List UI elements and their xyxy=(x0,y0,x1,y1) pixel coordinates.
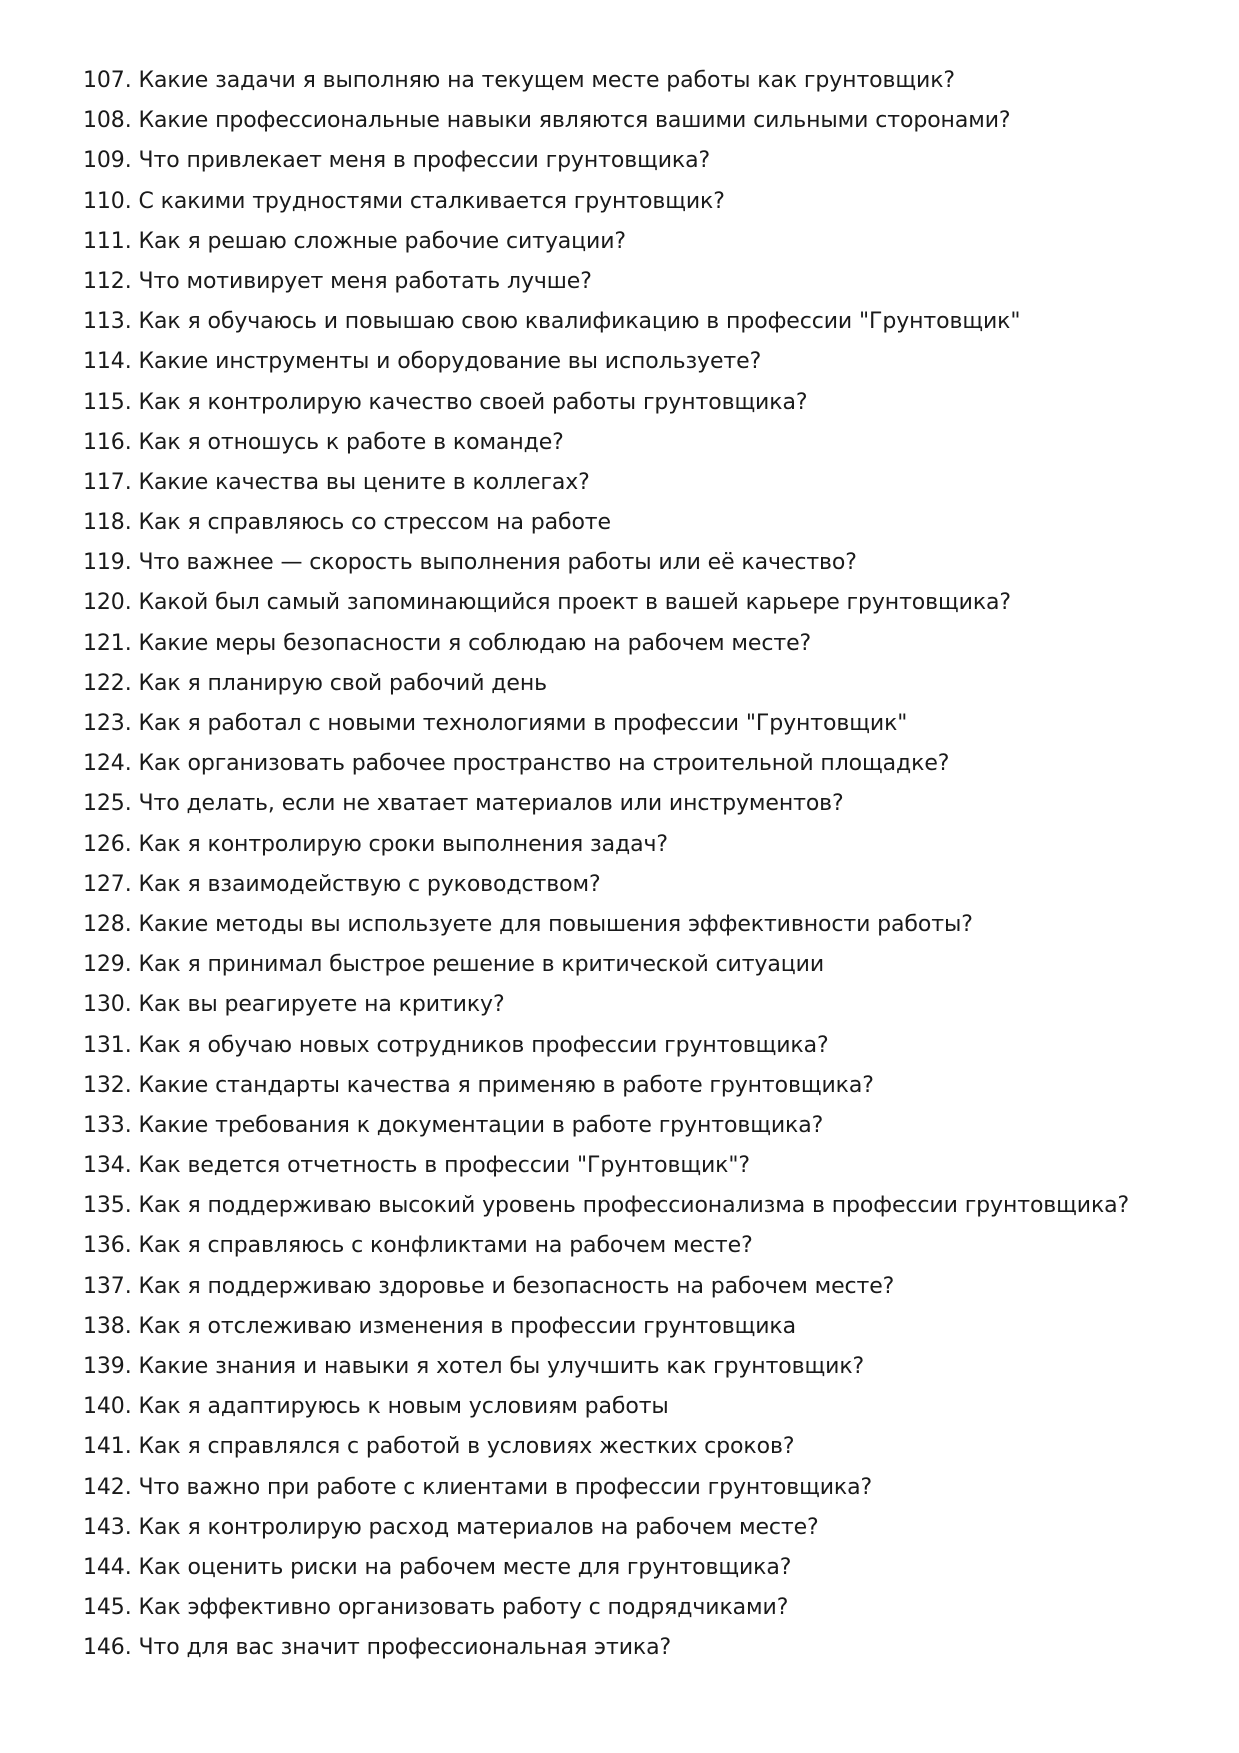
question-item xyxy=(83,182,1183,222)
question-text: Как эффективно организовать работу с подрядчиками? xyxy=(138,1595,789,1621)
question-text: Что важно при работе с клиентами в профессии грунтовщика? xyxy=(138,1474,873,1500)
question-item xyxy=(83,342,1183,382)
question-number: 121. xyxy=(83,630,132,656)
question-item xyxy=(83,222,1183,262)
question-number: 111. xyxy=(83,228,132,254)
question-item xyxy=(83,664,1183,704)
question-text: Какие методы вы используете для повышения эффективности работы? xyxy=(138,911,973,937)
question-number: 118. xyxy=(83,510,132,536)
question-item xyxy=(83,543,1183,583)
question-number: 140. xyxy=(83,1394,132,1420)
question-item xyxy=(83,1066,1183,1106)
question-list xyxy=(83,61,1183,1669)
question-number: 142. xyxy=(83,1474,132,1500)
question-item xyxy=(83,1186,1183,1226)
question-number: 126. xyxy=(83,831,132,857)
question-text: Как я поддерживаю здоровье и безопасность на рабочем месте? xyxy=(138,1273,895,1299)
question-item xyxy=(83,61,1183,101)
question-number: 120. xyxy=(83,590,132,616)
question-number: 119. xyxy=(83,550,132,576)
question-text: Как я контролирую сроки выполнения задач? xyxy=(138,831,668,857)
question-text: Как я поддерживаю высокий уровень профессионализма в профессии грунтовщика? xyxy=(138,1193,1130,1219)
question-text: Как я обучаюсь и повышаю свою квалификацию в профессии "Грунтовщик" xyxy=(138,309,1021,335)
question-text: Какие стандарты качества я применяю в работе грунтовщика? xyxy=(138,1072,874,1098)
question-number: 124. xyxy=(83,751,132,777)
question-text: Какие качества вы цените в коллегах? xyxy=(138,469,590,495)
question-item xyxy=(83,1347,1183,1387)
question-number: 131. xyxy=(83,1032,132,1058)
question-item xyxy=(83,905,1183,945)
question-number: 116. xyxy=(83,429,132,455)
question-number: 139. xyxy=(83,1354,132,1379)
question-text: Как я планирую свой рабочий день xyxy=(138,670,547,696)
question-item xyxy=(83,423,1183,463)
question-item xyxy=(83,945,1183,985)
question-number: 135. xyxy=(83,1193,132,1219)
question-number: 115. xyxy=(83,389,132,415)
question-item xyxy=(83,101,1183,141)
question-text: Что делать, если не хватает материалов или инструментов? xyxy=(138,791,844,817)
question-text: Какой был самый запоминающийся проект в вашей карьере грунтовщика? xyxy=(138,590,1011,616)
question-item xyxy=(83,262,1183,302)
question-text: Что мотивирует меня работать лучше? xyxy=(138,268,592,294)
question-text: Как я справляюсь со стрессом на работе xyxy=(138,510,611,536)
question-text: Как я адаптируюсь к новым условиям работы xyxy=(138,1394,669,1420)
question-number: 107. xyxy=(83,68,132,93)
question-number: 122. xyxy=(83,670,132,696)
question-item xyxy=(83,141,1183,181)
question-number: 144. xyxy=(83,1554,132,1580)
question-item xyxy=(83,624,1183,664)
question-text: Как я контролирую качество своей работы грунтовщика? xyxy=(138,389,808,415)
question-number: 138. xyxy=(83,1313,132,1339)
question-text: Как я справляюсь с конфликтами на рабочем месте? xyxy=(138,1233,753,1259)
question-number: 145. xyxy=(83,1595,132,1621)
question-text: Как я контролирую расход материалов на рабочем месте? xyxy=(138,1514,819,1540)
question-number: 109. xyxy=(83,148,132,174)
question-item xyxy=(83,865,1183,905)
question-text: Какие задачи я выполняю на текущем месте работы как грунтовщик? xyxy=(138,68,955,93)
question-item xyxy=(83,1468,1183,1508)
question-item xyxy=(83,744,1183,784)
question-number: 113. xyxy=(83,309,132,335)
question-text: Какие инструменты и оборудование вы используете? xyxy=(138,349,762,375)
question-number: 134. xyxy=(83,1153,132,1179)
question-text: Как вы реагируете на критику? xyxy=(138,992,505,1018)
question-item xyxy=(83,1267,1183,1307)
question-item xyxy=(83,1548,1183,1588)
question-item xyxy=(83,1106,1183,1146)
question-item xyxy=(83,1427,1183,1467)
question-text: Какие профессиональные навыки являются вашими сильными сторонами? xyxy=(138,108,1011,134)
question-number: 114. xyxy=(83,349,132,375)
question-item xyxy=(83,302,1183,342)
question-item xyxy=(83,704,1183,744)
question-number: 143. xyxy=(83,1514,132,1540)
question-text: Что привлекает меня в профессии грунтовщика? xyxy=(138,148,711,174)
question-text: Как я отслеживаю изменения в профессии грунтовщика xyxy=(138,1313,796,1339)
question-text: Как ведется отчетность в профессии "Грунтовщик"? xyxy=(138,1153,750,1179)
question-number: 137. xyxy=(83,1273,132,1299)
question-text: Как я принимал быстрое решение в критической ситуации xyxy=(138,952,825,978)
question-number: 127. xyxy=(83,871,132,897)
question-text: Как я справлялся с работой в условиях жестких сроков? xyxy=(138,1434,795,1460)
question-text: Как организовать рабочее пространство на строительной площадке? xyxy=(138,751,950,777)
question-number: 130. xyxy=(83,992,132,1018)
question-number: 129. xyxy=(83,952,132,978)
question-item xyxy=(83,825,1183,865)
question-number: 141. xyxy=(83,1434,132,1460)
question-number: 125. xyxy=(83,791,132,817)
question-item xyxy=(83,1307,1183,1347)
question-item xyxy=(83,583,1183,623)
question-number: 117. xyxy=(83,469,132,495)
question-item xyxy=(83,1387,1183,1427)
question-number: 133. xyxy=(83,1112,132,1138)
question-item xyxy=(83,1226,1183,1266)
question-item xyxy=(83,985,1183,1025)
question-text: Какие меры безопасности я соблюдаю на рабочем месте? xyxy=(138,630,812,656)
question-text: Какие требования к документации в работе грунтовщика? xyxy=(138,1112,824,1138)
question-text: Как оценить риски на рабочем месте для грунтовщика? xyxy=(138,1554,792,1580)
question-number: 123. xyxy=(83,711,132,736)
question-text: Как я обучаю новых сотрудников профессии грунтовщика? xyxy=(138,1032,829,1058)
question-item xyxy=(83,784,1183,824)
question-item xyxy=(83,1026,1183,1066)
question-item xyxy=(83,1588,1183,1628)
question-number: 146. xyxy=(83,1635,132,1661)
question-text: Что для вас значит профессиональная этика? xyxy=(138,1635,672,1661)
question-text: Как я работал с новыми технологиями в профессии "Грунтовщик" xyxy=(138,711,908,736)
question-text: Как я решаю сложные рабочие ситуации? xyxy=(138,228,627,254)
question-number: 132. xyxy=(83,1072,132,1098)
question-number: 136. xyxy=(83,1233,132,1259)
question-text: С какими трудностями сталкивается грунтовщик? xyxy=(138,188,725,214)
question-number: 128. xyxy=(83,911,132,937)
question-number: 112. xyxy=(83,268,132,294)
question-text: Какие знания и навыки я хотел бы улучшить как грунтовщик? xyxy=(138,1354,865,1379)
question-item xyxy=(83,503,1183,543)
question-number: 108. xyxy=(83,108,132,134)
question-number: 110. xyxy=(83,188,132,214)
question-item xyxy=(83,1628,1183,1668)
question-item xyxy=(83,1146,1183,1186)
question-item xyxy=(83,1508,1183,1548)
question-text: Что важнее — скорость выполнения работы или её качество? xyxy=(138,550,857,576)
question-text: Как я отношусь к работе в команде? xyxy=(138,429,564,455)
question-item xyxy=(83,463,1183,503)
question-text: Как я взаимодействую с руководством? xyxy=(138,871,601,897)
question-item xyxy=(83,383,1183,423)
